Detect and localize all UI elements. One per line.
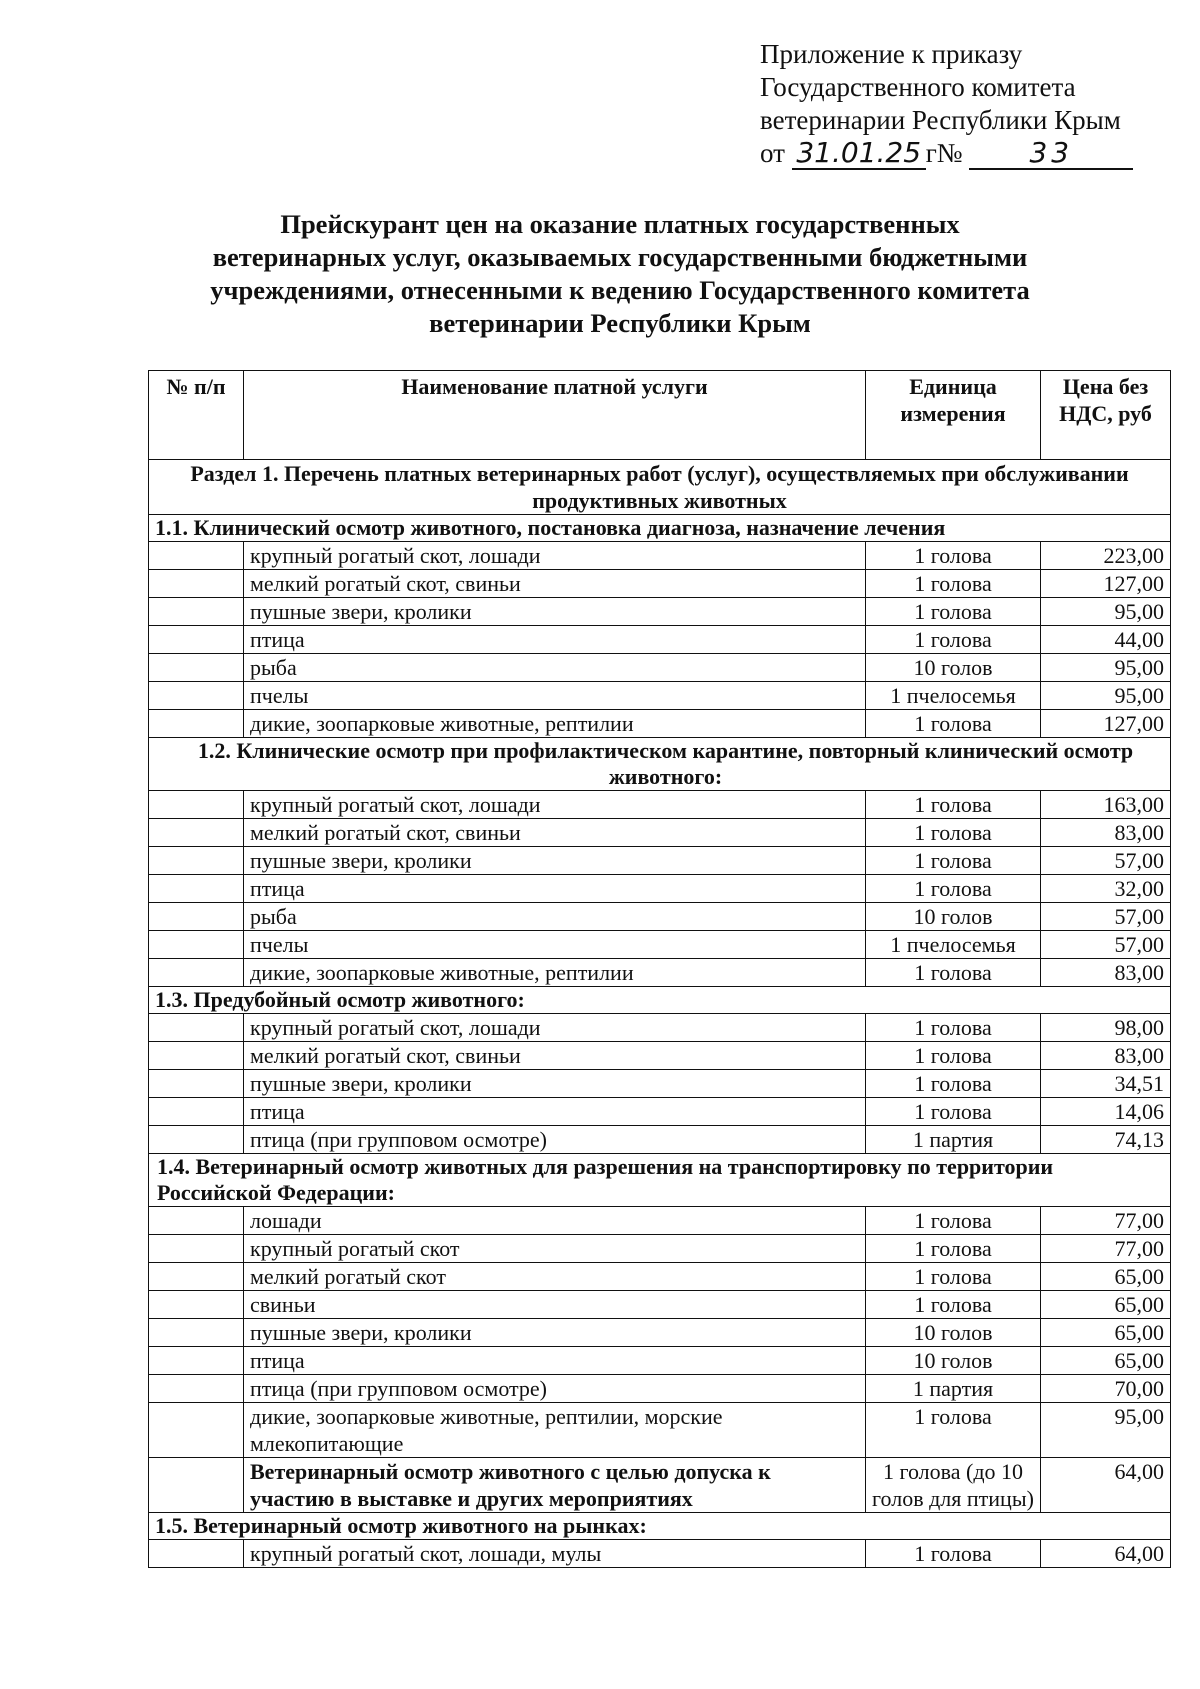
row-service-name: дикие, зоопарковые животные, рептилии, морские млекопитающие [244, 1403, 866, 1458]
section-1-title: Раздел 1. Перечень платных ветеринарных работ (услуг), осуществляемых при обслуживании продуктивных животных [149, 460, 1171, 515]
row-service-name: мелкий рогатый скот, свиньи [244, 819, 866, 847]
row-service-name: птица (при групповом осмотре) [244, 1126, 866, 1154]
subsection-row [149, 515, 1171, 542]
row-service-name: дикие, зоопарковые животные, рептилии [244, 959, 866, 987]
subsection-row [149, 987, 1171, 1014]
table-row [149, 1458, 1171, 1513]
header-price: Цена без НДС, руб [1041, 371, 1171, 460]
table-row [149, 1291, 1171, 1319]
row-unit: 10 голов [866, 1319, 1041, 1347]
row-number [149, 1014, 244, 1042]
row-service-name: мелкий рогатый скот [244, 1263, 866, 1291]
row-service-name: дикие, зоопарковые животные, рептилии [244, 710, 866, 738]
header-number: № п/п [149, 371, 244, 460]
row-price: 223,00 [1041, 542, 1171, 570]
handwritten-date: 31.01.25 [792, 138, 926, 170]
section-row [149, 460, 1171, 515]
table-row [149, 1319, 1171, 1347]
row-number [149, 1319, 244, 1347]
row-price: 98,00 [1041, 1014, 1171, 1042]
date-suffix: г [925, 138, 937, 168]
row-unit: 1 голова [866, 819, 1041, 847]
table-row [149, 1375, 1171, 1403]
header-unit: Единица измерения [866, 371, 1041, 460]
table-row [149, 1098, 1171, 1126]
row-unit: 1 голова [866, 542, 1041, 570]
row-number [149, 931, 244, 959]
row-service-name: крупный рогатый скот [244, 1235, 866, 1263]
appendix-line-2: Государственного комитета [760, 72, 1076, 102]
row-price: 95,00 [1041, 598, 1171, 626]
subsection-row [149, 1513, 1171, 1540]
title-line-3: учреждениями, отнесенными к ведению Государственного комитета [210, 275, 1030, 305]
row-number [149, 875, 244, 903]
table-row [149, 1403, 1171, 1458]
table-row [149, 654, 1171, 682]
row-unit: 10 голов [866, 903, 1041, 931]
row-price: 95,00 [1041, 1403, 1171, 1458]
row-service-name: пушные звери, кролики [244, 598, 866, 626]
row-service-name: крупный рогатый скот, лошади [244, 542, 866, 570]
subsection-row [149, 738, 1171, 791]
table-row [149, 1207, 1171, 1235]
row-number [149, 1403, 244, 1458]
table-row [149, 847, 1171, 875]
row-unit: 1 голова [866, 1235, 1041, 1263]
row-price: 70,00 [1041, 1375, 1171, 1403]
row-unit: 1 голова [866, 626, 1041, 654]
row-service-name: лошади [244, 1207, 866, 1235]
row-service-name: птица [244, 1347, 866, 1375]
row-price: 163,00 [1041, 791, 1171, 819]
date-prefix: от [760, 138, 785, 168]
row-price: 127,00 [1041, 710, 1171, 738]
row-unit: 1 пчелосемья [866, 682, 1041, 710]
row-number [149, 1263, 244, 1291]
row-price: 32,00 [1041, 875, 1171, 903]
title-line-1: Прейскурант цен на оказание платных государственных [280, 209, 960, 239]
row-price: 65,00 [1041, 1263, 1171, 1291]
row-service-name: птица [244, 1098, 866, 1126]
row-price: 57,00 [1041, 903, 1171, 931]
row-unit: 1 голова (до 10 голов для птицы) [866, 1458, 1041, 1513]
row-unit: 1 голова [866, 1070, 1041, 1098]
row-number [149, 654, 244, 682]
row-service-name: пчелы [244, 931, 866, 959]
row-number [149, 1126, 244, 1154]
row-number [149, 1235, 244, 1263]
table-row [149, 598, 1171, 626]
table-row [149, 1042, 1171, 1070]
row-price: 83,00 [1041, 819, 1171, 847]
row-number [149, 598, 244, 626]
table-row [149, 1126, 1171, 1154]
row-service-name: пушные звери, кролики [244, 847, 866, 875]
row-service-name: крупный рогатый скот, лошади [244, 791, 866, 819]
row-unit: 1 голова [866, 1042, 1041, 1070]
row-number [149, 710, 244, 738]
table-row [149, 819, 1171, 847]
row-price: 127,00 [1041, 570, 1171, 598]
handwritten-order-number: 33 [969, 138, 1133, 170]
document-title [150, 208, 1090, 340]
table-row [149, 1235, 1171, 1263]
table-row [149, 959, 1171, 987]
row-unit: 1 голова [866, 1098, 1041, 1126]
row-number [149, 626, 244, 654]
subsection-title: 1.4. Ветеринарный осмотр животных для разрешения на транспортировку по территории Российской Федерации: [149, 1154, 1171, 1207]
row-price: 77,00 [1041, 1207, 1171, 1235]
row-service-name: крупный рогатый скот, лошади [244, 1014, 866, 1042]
subsection-title: 1.1. Клинический осмотр животного, постановка диагноза, назначение лечения [149, 515, 1171, 542]
row-unit: 1 голова [866, 1263, 1041, 1291]
row-service-name: рыба [244, 654, 866, 682]
row-unit: 1 голова [866, 1291, 1041, 1319]
row-price: 64,00 [1041, 1540, 1171, 1568]
row-service-name: пушные звери, кролики [244, 1319, 866, 1347]
number-sign: № [936, 138, 963, 168]
row-price: 57,00 [1041, 847, 1171, 875]
row-number [149, 1540, 244, 1568]
row-number [149, 570, 244, 598]
table-row [149, 626, 1171, 654]
row-unit: 10 голов [866, 654, 1041, 682]
table-row [149, 1540, 1171, 1568]
row-unit: 1 голова [866, 1207, 1041, 1235]
row-price: 65,00 [1041, 1319, 1171, 1347]
table-row [149, 1263, 1171, 1291]
row-price: 65,00 [1041, 1291, 1171, 1319]
row-number [149, 682, 244, 710]
table-row [149, 682, 1171, 710]
row-unit: 1 голова [866, 1540, 1041, 1568]
row-service-name: птица [244, 875, 866, 903]
row-service-name: мелкий рогатый скот, свиньи [244, 1042, 866, 1070]
row-number [149, 791, 244, 819]
row-unit: 1 голова [866, 791, 1041, 819]
row-service-name: свиньи [244, 1291, 866, 1319]
row-price: 83,00 [1041, 1042, 1171, 1070]
row-number [149, 903, 244, 931]
price-table [148, 370, 1171, 1568]
row-price: 34,51 [1041, 1070, 1171, 1098]
row-service-name: рыба [244, 903, 866, 931]
table-row [149, 875, 1171, 903]
subsection-title: 1.5. Ветеринарный осмотр животного на рынках: [149, 1513, 1171, 1540]
row-unit: 1 партия [866, 1375, 1041, 1403]
row-service-name: пушные звери, кролики [244, 1070, 866, 1098]
table-row [149, 1070, 1171, 1098]
title-line-2: ветеринарных услуг, оказываемых государственными бюджетными [212, 242, 1028, 272]
table-row [149, 542, 1171, 570]
row-unit: 1 голова [866, 875, 1041, 903]
row-number [149, 1347, 244, 1375]
table-row [149, 570, 1171, 598]
row-unit: 1 голова [866, 598, 1041, 626]
row-number [149, 1042, 244, 1070]
row-price: 65,00 [1041, 1347, 1171, 1375]
row-price: 95,00 [1041, 654, 1171, 682]
row-number [149, 1098, 244, 1126]
row-unit: 1 голова [866, 959, 1041, 987]
appendix-line-3: ветеринарии Республики Крым [760, 105, 1121, 135]
row-number [149, 819, 244, 847]
row-price: 77,00 [1041, 1235, 1171, 1263]
row-price: 83,00 [1041, 959, 1171, 987]
row-service-name: пчелы [244, 682, 866, 710]
row-number [149, 1375, 244, 1403]
row-number [149, 1458, 244, 1513]
row-price: 74,13 [1041, 1126, 1171, 1154]
title-line-4: ветеринарии Республики Крым [429, 308, 811, 338]
row-service-name: Ветеринарный осмотр животного с целью допуска к участию в выставке и других мероприятиях [244, 1458, 866, 1513]
row-unit: 1 голова [866, 710, 1041, 738]
table-row [149, 791, 1171, 819]
row-unit: 1 пчелосемья [866, 931, 1041, 959]
header-service-name: Наименование платной услуги [244, 371, 866, 460]
row-price: 95,00 [1041, 682, 1171, 710]
row-unit: 1 партия [866, 1126, 1041, 1154]
row-number [149, 1291, 244, 1319]
table-row [149, 710, 1171, 738]
row-number [149, 1207, 244, 1235]
row-unit: 1 голова [866, 570, 1041, 598]
row-unit: 1 голова [866, 1403, 1041, 1458]
row-service-name: крупный рогатый скот, лошади, мулы [244, 1540, 866, 1568]
subsection-row [149, 1154, 1171, 1207]
row-service-name: птица [244, 626, 866, 654]
row-unit: 1 голова [866, 847, 1041, 875]
row-number [149, 847, 244, 875]
appendix-date-line [760, 137, 1180, 170]
row-price: 14,06 [1041, 1098, 1171, 1126]
row-unit: 1 голова [866, 1014, 1041, 1042]
row-price: 64,00 [1041, 1458, 1171, 1513]
appendix-line-1: Приложение к приказу [760, 39, 1023, 69]
row-number [149, 542, 244, 570]
table-row [149, 903, 1171, 931]
row-service-name: мелкий рогатый скот, свиньи [244, 570, 866, 598]
row-service-name: птица (при групповом осмотре) [244, 1375, 866, 1403]
row-number [149, 1070, 244, 1098]
appendix-block [760, 38, 1180, 170]
row-price: 57,00 [1041, 931, 1171, 959]
row-number [149, 959, 244, 987]
table-row [149, 1014, 1171, 1042]
table-row [149, 1347, 1171, 1375]
subsection-title: 1.3. Предубойный осмотр животного: [149, 987, 1171, 1014]
row-price: 44,00 [1041, 626, 1171, 654]
subsection-title: 1.2. Клинические осмотр при профилактическом карантине, повторный клинический осмотр животного: [149, 738, 1171, 791]
table-header-row [149, 371, 1171, 460]
row-unit: 10 голов [866, 1347, 1041, 1375]
table-row [149, 931, 1171, 959]
